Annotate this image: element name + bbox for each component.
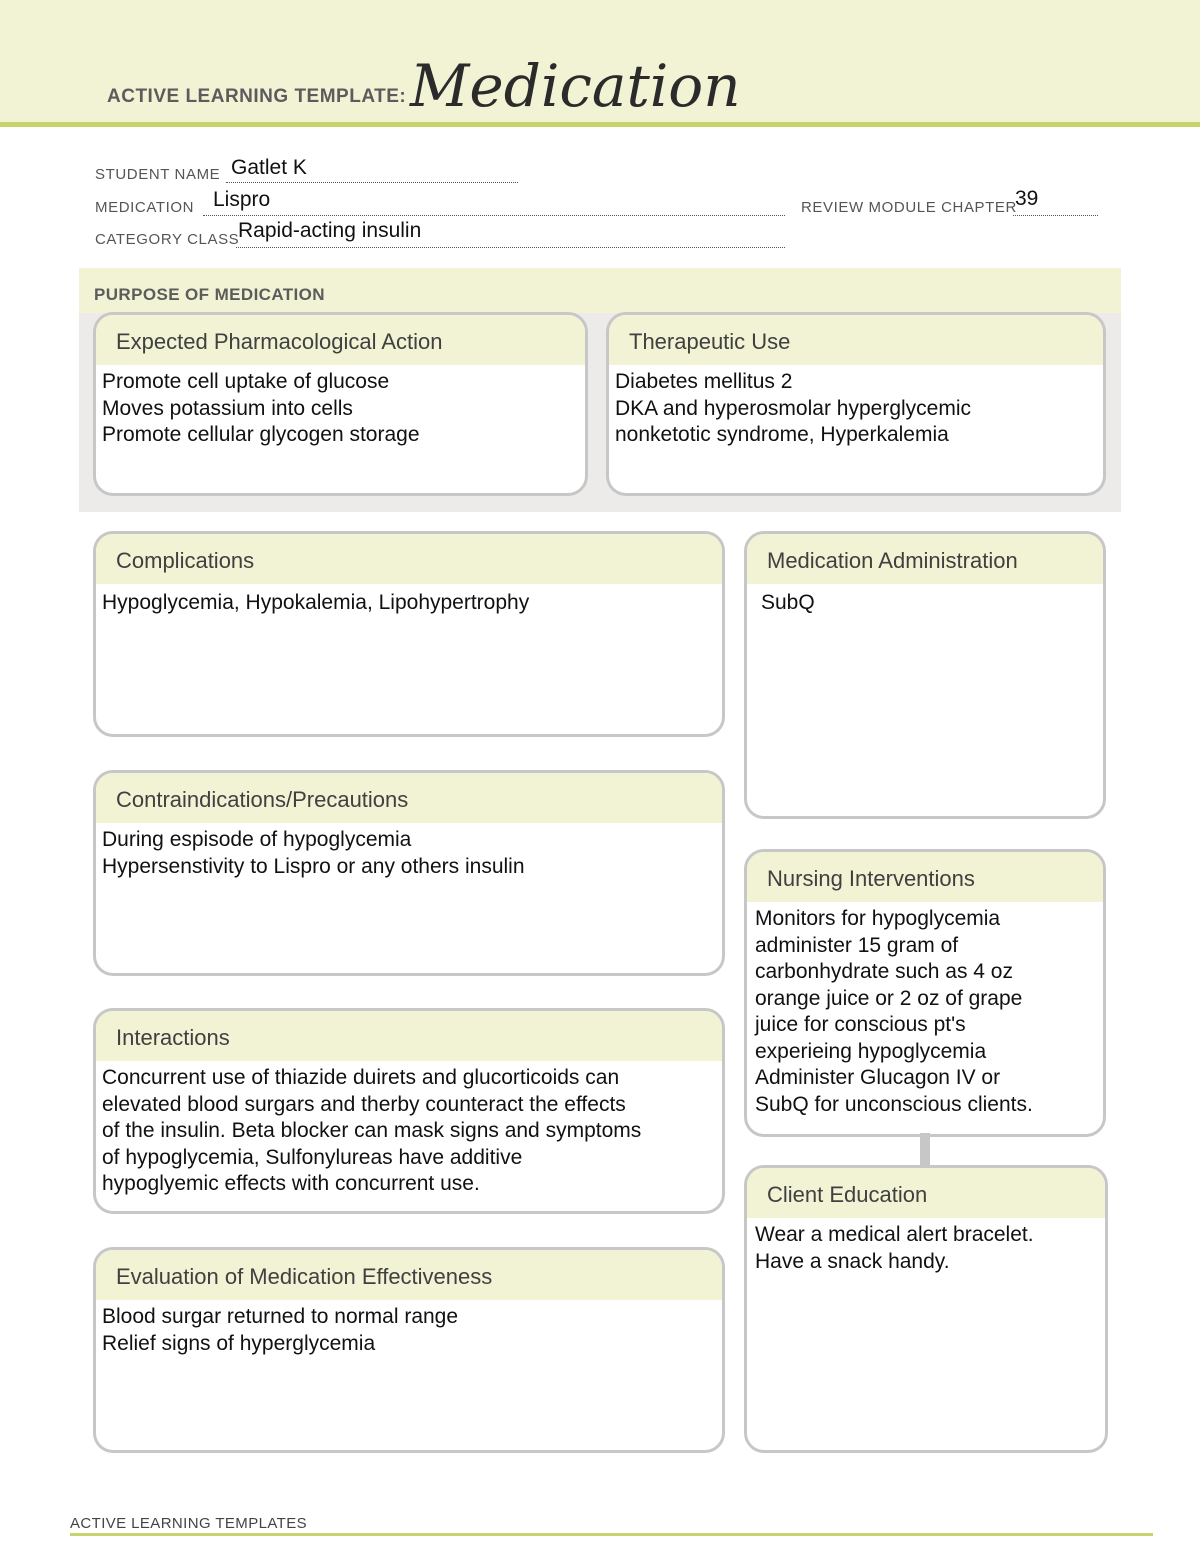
contraindications-text[interactable] bbox=[96, 823, 722, 880]
student-name-line bbox=[226, 182, 518, 183]
footer-divider bbox=[70, 1533, 1153, 1536]
administration-text[interactable] bbox=[747, 584, 1103, 617]
text-line: Promote cell uptake of glucose bbox=[102, 370, 390, 393]
complications-box bbox=[93, 531, 725, 737]
expected-action-box bbox=[93, 312, 588, 496]
text-line: juice for conscious pt's bbox=[755, 1013, 966, 1036]
therapeutic-use-box bbox=[606, 312, 1106, 496]
contraindications-title: Contraindications/Precautions bbox=[96, 773, 722, 823]
therapeutic-use-text[interactable] bbox=[609, 365, 1103, 449]
evaluation-title: Evaluation of Medication Effectiveness bbox=[96, 1250, 722, 1300]
text-line: of hypoglycemia, Sulfonylureas have additive bbox=[102, 1145, 523, 1169]
evaluation-text[interactable] bbox=[96, 1300, 722, 1357]
client-education-title: Client Education bbox=[747, 1168, 1105, 1218]
student-name-label: STUDENT NAME bbox=[95, 166, 221, 183]
page-title: Medication bbox=[410, 52, 741, 120]
nursing-interventions-box bbox=[744, 849, 1106, 1137]
nursing-interventions-title: Nursing Interventions bbox=[747, 852, 1103, 902]
text-line: Moves potassium into cells bbox=[102, 396, 353, 420]
review-module-label: REVIEW MODULE CHAPTER bbox=[801, 199, 1017, 216]
text-line: administer 15 gram of bbox=[755, 933, 959, 957]
medication-line bbox=[203, 215, 785, 216]
text-line: Concurrent use of thiazide duirets and glucorticoids can bbox=[102, 1066, 620, 1089]
text-line: Hypersenstivity to Lispro or any others insulin bbox=[102, 854, 525, 878]
text-line: Blood surgar returned to normal range bbox=[102, 1305, 459, 1328]
evaluation-box bbox=[93, 1247, 725, 1453]
text-line: During espisode of hypoglycemia bbox=[102, 828, 412, 851]
footer-label: ACTIVE LEARNING TEMPLATES bbox=[70, 1515, 307, 1532]
text-line: Have a snack handy. bbox=[755, 1249, 950, 1273]
text-line: experieing hypoglycemia bbox=[755, 1039, 987, 1063]
text-line: DKA and hyperosmolar hyperglycemic bbox=[615, 396, 971, 420]
text-line: hypoglyemic effects with concurrent use. bbox=[102, 1172, 480, 1195]
header-divider bbox=[0, 122, 1200, 127]
interactions-title: Interactions bbox=[96, 1011, 722, 1061]
text-line: Administer Glucagon IV or bbox=[755, 1066, 1001, 1089]
therapeutic-use-title: Therapeutic Use bbox=[609, 315, 1103, 365]
nursing-interventions-text[interactable] bbox=[747, 902, 1103, 1118]
student-name-field[interactable]: Gatlet K bbox=[231, 156, 307, 179]
text-line: of the insulin. Beta blocker can mask signs and symptoms bbox=[102, 1119, 642, 1142]
review-module-line bbox=[1013, 215, 1098, 216]
interactions-text[interactable] bbox=[96, 1061, 722, 1198]
expected-action-text[interactable] bbox=[96, 365, 585, 449]
client-education-text[interactable] bbox=[747, 1218, 1105, 1275]
text-line: Promote cellular glycogen storage bbox=[102, 423, 420, 446]
expected-action-title: Expected Pharmacological Action bbox=[96, 315, 585, 365]
medication-field[interactable]: Lispro bbox=[213, 188, 271, 211]
client-education-box bbox=[744, 1165, 1108, 1453]
text-line: SubQ bbox=[761, 591, 815, 614]
box-connector bbox=[920, 1133, 930, 1167]
text-line: Wear a medical alert bracelet. bbox=[755, 1223, 1034, 1246]
category-class-label: CATEGORY CLASS bbox=[95, 231, 240, 248]
text-line: Relief signs of hyperglycemia bbox=[102, 1331, 376, 1355]
review-module-field[interactable]: 39 bbox=[1015, 187, 1039, 210]
complications-text[interactable] bbox=[96, 584, 722, 617]
interactions-box bbox=[93, 1008, 725, 1214]
text-line: Monitors for hypoglycemia bbox=[755, 907, 1001, 930]
category-class-line bbox=[236, 247, 785, 248]
text-line: nonketotic syndrome, Hyperkalemia bbox=[615, 423, 949, 446]
text-line: carbonhydrate such as 4 oz bbox=[755, 960, 1013, 983]
administration-title: Medication Administration bbox=[747, 534, 1103, 584]
category-class-field[interactable]: Rapid-acting insulin bbox=[238, 219, 422, 242]
text-line: Hypoglycemia, Hypokalemia, Lipohypertrophy bbox=[102, 591, 530, 614]
text-line: SubQ for unconscious clients. bbox=[755, 1092, 1033, 1116]
purpose-section-label: PURPOSE OF MEDICATION bbox=[94, 285, 325, 304]
text-line: orange juice or 2 oz of grape bbox=[755, 986, 1023, 1010]
complications-title: Complications bbox=[96, 534, 722, 584]
text-line: Diabetes mellitus 2 bbox=[615, 370, 793, 393]
text-line: elevated blood surgars and therby counteract the effects bbox=[102, 1092, 626, 1116]
medication-label: MEDICATION bbox=[95, 199, 195, 216]
template-label: ACTIVE LEARNING TEMPLATE: bbox=[107, 86, 407, 107]
contraindications-box bbox=[93, 770, 725, 976]
administration-box bbox=[744, 531, 1106, 819]
